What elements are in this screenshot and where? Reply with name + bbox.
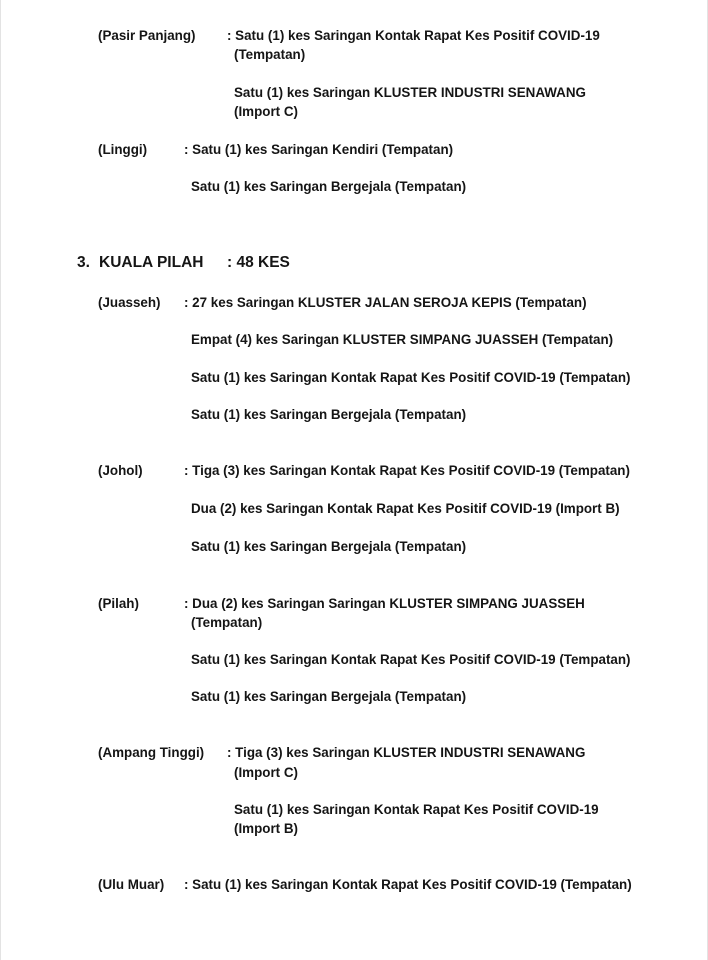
entry-line: : Dua (2) kes Saringan Saringan KLUSTER SIMPANG JUASSEH xyxy=(184,596,585,611)
entry-line: (Import C) xyxy=(234,765,298,780)
entry-line: Satu (1) kes Saringan Kontak Rapat Kes Positif COVID-19 xyxy=(234,802,599,817)
entry-line: Satu (1) kes Saringan Bergejala (Tempatan) xyxy=(191,179,467,194)
section-number: 3. xyxy=(77,254,90,271)
entry-line: Satu (1) kes Saringan Bergejala (Tempatan) xyxy=(191,689,467,704)
place-name-ampang-tinggi: (Ampang Tinggi) xyxy=(98,745,205,760)
entry-line: Satu (1) kes Saringan Kontak Rapat Kes Positif COVID-19 (Tempatan) xyxy=(191,652,631,667)
entry-line: Empat (4) kes Saringan KLUSTER SIMPANG JUASSEH (Tempatan) xyxy=(191,332,614,347)
entry-line: Satu (1) kes Saringan Bergejala (Tempatan) xyxy=(191,407,467,422)
place-name-pasir-panjang: (Pasir Panjang) xyxy=(98,28,196,43)
entry-line: (Import B) xyxy=(234,821,298,836)
entry-line: : Satu (1) kes Saringan Kontak Rapat Kes Positif COVID-19 xyxy=(227,28,600,43)
entry-line: : Satu (1) kes Saringan Kendiri (Tempatan) xyxy=(184,142,454,157)
entry-line: (Tempatan) xyxy=(191,615,263,630)
place-name-juasseh: (Juasseh) xyxy=(98,295,161,310)
place-name-johol: (Johol) xyxy=(98,463,143,478)
entry-line: (Import C) xyxy=(234,104,298,119)
entry-line: : 27 kes Saringan KLUSTER JALAN SEROJA KEPIS (Tempatan) xyxy=(184,295,587,310)
entry-line: Dua (2) kes Saringan Kontak Rapat Kes Positif COVID-19 (Import B) xyxy=(191,501,620,516)
entry-line: (Tempatan) xyxy=(234,47,306,62)
entry-line: : Tiga (3) kes Saringan KLUSTER INDUSTRI SENAWANG xyxy=(227,745,586,760)
place-name-linggi: (Linggi) xyxy=(98,142,148,157)
place-name-ulu-muar: (Ulu Muar) xyxy=(98,877,165,892)
entry-line: : Satu (1) kes Saringan Kontak Rapat Kes Positif COVID-19 (Tempatan) xyxy=(184,877,632,892)
place-name-pilah: (Pilah) xyxy=(98,596,139,611)
entry-line: Satu (1) kes Saringan KLUSTER INDUSTRI SENAWANG xyxy=(234,85,586,100)
district-heading: KUALA PILAH xyxy=(99,254,204,271)
district-total: : 48 KES xyxy=(227,254,290,271)
entry-line: Satu (1) kes Saringan Bergejala (Tempatan) xyxy=(191,539,467,554)
entry-line: : Tiga (3) kes Saringan Kontak Rapat Kes Positif COVID-19 (Tempatan) xyxy=(184,463,630,478)
entry-line: Satu (1) kes Saringan Kontak Rapat Kes Positif COVID-19 (Tempatan) xyxy=(191,370,631,385)
